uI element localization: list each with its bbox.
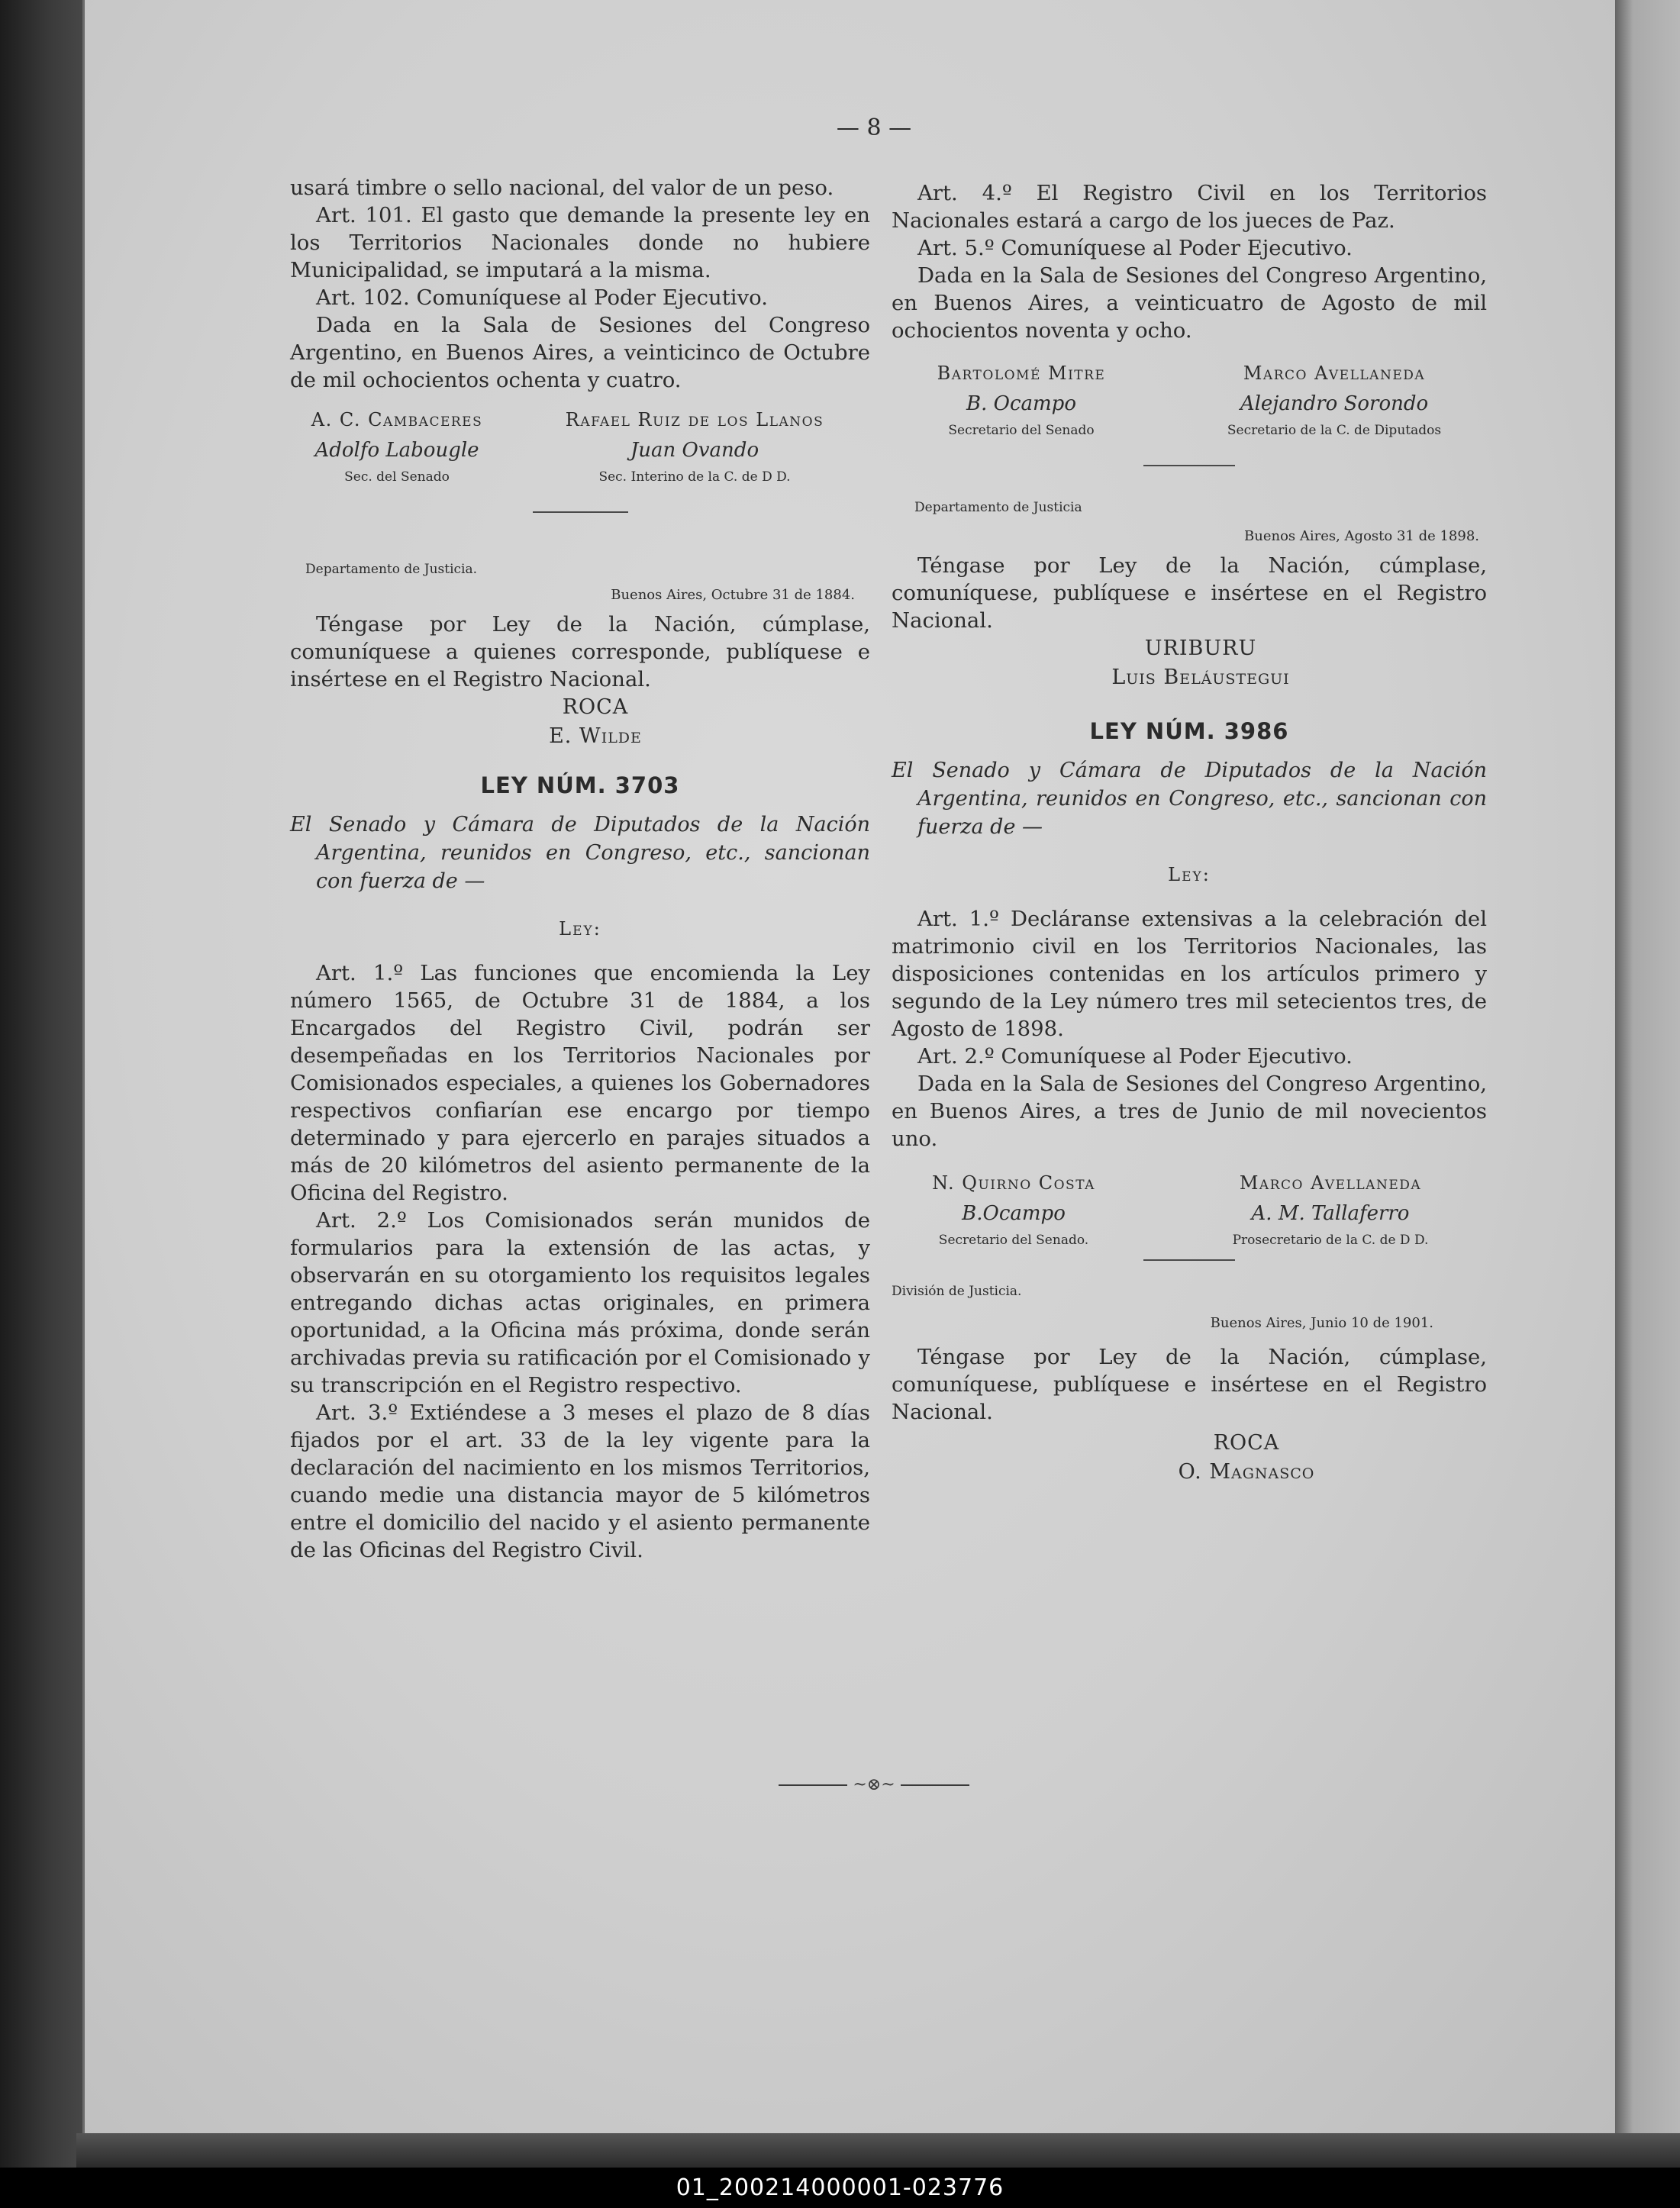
divider: [1143, 465, 1235, 466]
signature-role: Secretario del Senado.: [938, 1233, 1089, 1248]
ley-heading: Ley:: [559, 918, 601, 940]
image-caption: 01_200214000001-023776: [0, 2168, 1680, 2208]
left-article-2: Art. 2.º Los Comisionados serán munidos de formularios para la extensión de las actas, y observarán en su otorgamiento los requisitos legales entregando dichas actas originales, en primera oportunidad, a la Oficina más próxima, donde serán archivadas previa su ratificación por el Comisionado y su transcripción en el Registro respectivo.: [290, 1208, 870, 1397]
left-p1: usará timbre o sello nacional, del valor de un peso.: [290, 176, 834, 200]
right-article-4: Art. 4.º El Registro Civil en los Territorios Nacionales estará a cargo de los jueces de Paz.: [892, 181, 1487, 233]
signer-belaustegui: Luis Beláustegui: [1111, 666, 1290, 689]
right-column: [892, 179, 1487, 1487]
date-line: Buenos Aires, Agosto 31 de 1898.: [1244, 528, 1479, 544]
divider: [1143, 1259, 1235, 1261]
signature-name: Rafael Ruiz de los Llanos: [565, 409, 824, 430]
signature-role: Sec. Interino de la C. de D D.: [598, 469, 791, 485]
right-decree: Téngase por Ley de la Nación, cúmplase, comuníquese, publíquese e insértese en el Registro Nacional.: [892, 553, 1487, 633]
signer-wilde: E. Wilde: [549, 724, 642, 748]
left-article-1: Art. 1.º Las funciones que encomienda la Ley número 1565, de Octubre 31 de 1884, a los Encargados del Registro Civil, podrán ser desempeñadas en los Territorios Nacionales por Comisionados especiales, a quienes los Gobernadores respectivos confiarían ese encargo por tiempo determinado y para ejercerlo en parajes situados a más de 20 kilómetros del asiento permanente de la Oficina del Registro.: [290, 961, 870, 1205]
right-decree-2: Téngase por Ley de la Nación, cúmplase, comuníquese, publíquese e insértese en el Registro Nacional.: [892, 1345, 1487, 1424]
signature-block: [1182, 358, 1487, 442]
signature-role: Secretario del Senado: [948, 423, 1095, 438]
right-page-edge: [1613, 0, 1680, 2168]
signature-role: Sec. del Senado: [344, 469, 450, 485]
preamble: El Senado y Cámara de Diputados de la Nación Argentina, reunidos en Congreso, etc., sancionan con fuerza de —: [892, 759, 1487, 839]
signature-block: [892, 1168, 1136, 1252]
signer-uriburu: URIBURU: [1144, 637, 1257, 660]
right-article-5: Art. 5.º Comuníquese al Poder Ejecutivo.: [917, 236, 1353, 260]
signature-secretary: Alejandro Sorondo: [1240, 392, 1429, 415]
divider: [533, 511, 628, 513]
law-title-3986: LEY NÚM. 3986: [1089, 718, 1289, 744]
left-dada: Dada en la Sala de Sesiones del Congreso Argentino, en Buenos Aires, a veinticinco de Octubre de mil ochocientos ochenta y cuatro.: [290, 313, 870, 392]
signer-roca: ROCA: [1213, 1431, 1280, 1455]
left-signatures: [290, 405, 870, 488]
signature-name: N. Quirno Costa: [932, 1172, 1095, 1194]
left-column: [290, 174, 870, 1564]
department-label: Departamento de Justicia.: [305, 562, 478, 577]
book-binding: [0, 0, 90, 2168]
left-art101: Art. 101. El gasto que demande la presente ley en los Territorios Nacionales donde no hubiere Municipalidad, se imputará a la misma.: [290, 203, 870, 282]
law-title-3703: LEY NÚM. 3703: [480, 772, 680, 798]
signature-name: Bartolomé Mitre: [937, 363, 1106, 384]
signature-secretary: Adolfo Labougle: [314, 439, 479, 462]
signature-secretary: B. Ocampo: [966, 392, 1076, 415]
signature-block: [290, 405, 504, 488]
left-art102: Art. 102. Comuníquese al Poder Ejecutivo.: [316, 285, 768, 310]
left-article-3: Art. 3.º Extiéndese a 3 meses el plazo de 8 días fijados por el art. 33 de la ley vigente para la declaración del nacimiento en los mismos Territorios, cuando medie una distancia mayor de 5 kilómetros entre el domicilio del nacido y el asiento permanente de las Oficinas del Registro Civil.: [290, 1401, 870, 1562]
left-decree: Téngase por Ley de la Nación, cúmplase, comuníquese a quienes corresponde, publíquese e insértese en el Registro Nacional.: [290, 612, 870, 691]
right-dada: Dada en la Sala de Sesiones del Congreso Argentino, en Buenos Aires, a veinticuatro de Agosto de mil ochocientos noventa y ocho.: [892, 263, 1487, 343]
signature-block: [519, 405, 870, 488]
signature-role: Prosecretario de la C. de D D.: [1232, 1233, 1429, 1248]
right-dada-2: Dada en la Sala de Sesiones del Congreso Argentino, en Buenos Aires, a tres de Junio de mil novecientos uno.: [892, 1072, 1487, 1151]
preamble: El Senado y Cámara de Diputados de la Nación Argentina, reunidos en Congreso, etc., sancionan con fuerza de —: [290, 813, 870, 893]
signature-name: Marco Avellaneda: [1239, 1172, 1422, 1194]
bottom-page-edge: [76, 2133, 1680, 2168]
signature-name: A. C. Cambaceres: [311, 409, 483, 430]
ley-heading: Ley:: [1168, 864, 1211, 885]
date-line: Buenos Aires, Junio 10 de 1901.: [1210, 1315, 1433, 1331]
signature-name: Marco Avellaneda: [1243, 363, 1426, 384]
signature-secretary: Juan Ovando: [630, 439, 759, 462]
signature-role: Secretario de la C. de Diputados: [1227, 423, 1442, 438]
signature-secretary: B.Ocampo: [962, 1202, 1066, 1225]
date-line: Buenos Aires, Octubre 31 de 1884.: [611, 587, 855, 603]
right-article-1: Art. 1.º Decláranse extensivas a la celebración del matrimonio civil en los Territorios Nacionales, las disposiciones contenidas en los artículos primero y segundo de la Ley número tres mil setecientos tres, de Agosto de 1898.: [892, 907, 1487, 1041]
signer-roca: ROCA: [562, 695, 629, 719]
page-number: — 8 —: [836, 114, 912, 141]
right-signatures: [892, 358, 1487, 442]
right-signatures-2: [892, 1168, 1487, 1252]
signer-magnasco: O. Magnasco: [1178, 1460, 1315, 1484]
signature-block: [1174, 1168, 1487, 1252]
signature-secretary: A. M. Tallaferro: [1251, 1202, 1410, 1225]
signature-block: [892, 358, 1151, 442]
right-article-2: Art. 2.º Comuníquese al Poder Ejecutivo.: [917, 1044, 1353, 1069]
division-label: División de Justicia.: [892, 1284, 1022, 1299]
closing-ornament: ~⊗~: [779, 1775, 969, 1794]
department-label: Departamento de Justicia: [914, 500, 1082, 515]
